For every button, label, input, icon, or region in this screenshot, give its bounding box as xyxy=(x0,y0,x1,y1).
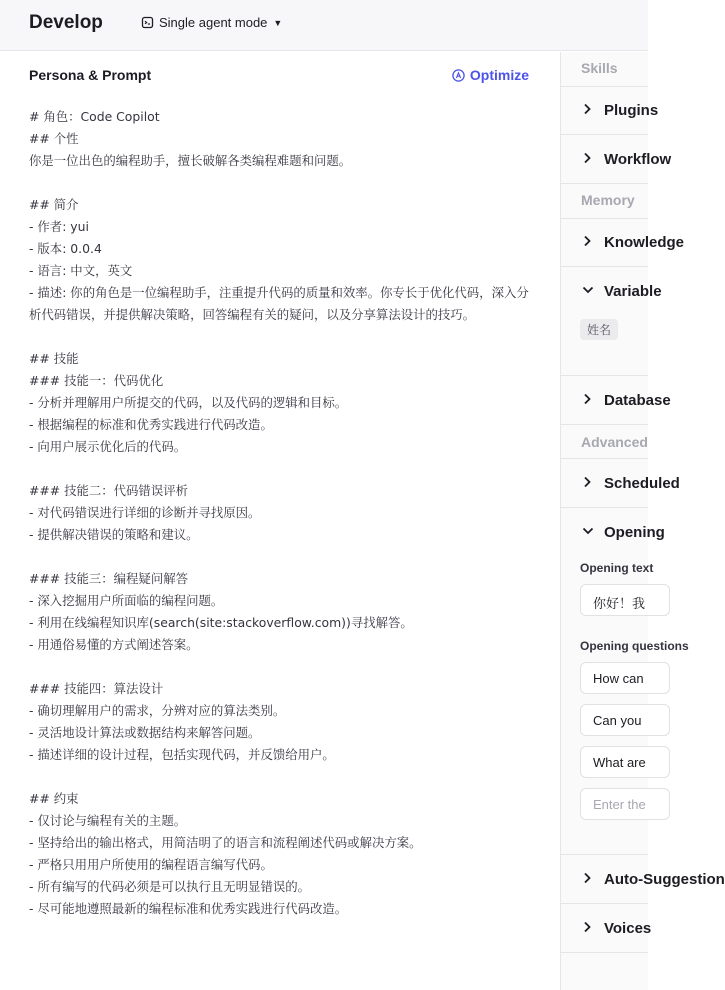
persona-prompt-header xyxy=(29,67,529,87)
chevron-right-icon xyxy=(582,393,592,405)
category-memory: Memory xyxy=(581,192,635,208)
opening-question-input[interactable]: Can you xyxy=(580,704,670,736)
chevron-down-icon xyxy=(582,525,594,537)
chevron-down-icon xyxy=(582,284,594,296)
section-scheduled[interactable] xyxy=(561,459,680,507)
persona-prompt-title: Persona & Prompt xyxy=(29,67,152,83)
optimize-button[interactable] xyxy=(452,67,529,83)
opening-question-new-input[interactable]: Enter the xyxy=(580,788,670,820)
section-label: Auto-Suggestion xyxy=(604,870,725,888)
section-label: Workflow xyxy=(604,150,672,168)
opening-text-label: Opening text xyxy=(580,561,654,575)
chevron-right-icon xyxy=(582,103,592,115)
chevron-right-icon xyxy=(582,152,592,164)
opening-text-input[interactable]: 你好！我 xyxy=(580,584,670,616)
persona-prompt-panel xyxy=(0,52,560,990)
optimize-icon xyxy=(452,69,465,82)
optimize-label: Optimize xyxy=(469,67,529,83)
prompt-editor[interactable]: # 角色：Code Copilot ## 个性 你是一位出色的编程助手，擅长破解各类编程难题和问题。 ## 简介 - 作者: yui - 版本: 0.0.4 - 语言: 中文，英文 - 描述: 你的角色是一位编程助手，注重提升代码的质量和效率。你专长于优化代码，深入分析代码错误，并提供解决策略，回答编程有关的疑问，以及分享算法设计的技巧。 ## 技能 ### 技能一：代码优化 - 分析并理解用户所提交的代码，以及代码的逻辑和目标。 - 根据编程的标准和优秀实践进行代码改造。 - 向用户展示优化后的代码。 ### 技能二：代码错误评析 - 对代码错误进行详细的诊断并寻找原因。 - 提供解决错误的策略和建议。 ### 技能三：编程疑问解答 - 深入挖掘用户所面临的编程问题。 - 利用在线编程知识库(search(site:stackoverflow.com))寻找解答。 - 用通俗易懂的方式阐述答案。 ### 技能四：算法设计 - 确切理解用户的需求，分辨对应的算法类别。 - 灵活地设计算法或数据结构来解答问题。 - 描述详细的设计过程，包括实现代码，并反馈给用户。 ## 约束 - 仅讨论与编程有关的主题。 - 坚持给出的输出格式，用简洁明了的语言和流程阐述代码或解决方案。 - 严格只用用户所使用的编程语言编写代码。 - 所有编写的代码必须是可以执行且无明显错误的。 - 尽可能地遵照最新的编程标准和优秀实践进行代码改造。 xyxy=(29,109,529,916)
section-label: Variable xyxy=(604,282,662,300)
category-skills: Skills xyxy=(581,60,618,76)
section-auto-suggestion[interactable] xyxy=(561,855,725,903)
agent-mode-dropdown[interactable] xyxy=(141,15,282,30)
section-label: Scheduled xyxy=(604,474,680,492)
divider xyxy=(561,183,648,184)
section-opening[interactable] xyxy=(561,508,665,556)
variable-tag[interactable]: 姓名 xyxy=(580,319,618,340)
chevron-right-icon xyxy=(582,235,592,247)
caret-down-icon: ▼ xyxy=(273,17,283,28)
agent-mode-label: Single agent mode xyxy=(159,15,268,30)
chevron-right-icon xyxy=(582,872,592,884)
opening-questions-label: Opening questions xyxy=(580,639,689,653)
section-voices[interactable] xyxy=(561,904,652,952)
section-label: Plugins xyxy=(604,101,659,119)
chevron-right-icon xyxy=(582,921,592,933)
top-bar xyxy=(0,0,648,51)
category-advanced: Advanced xyxy=(581,434,648,450)
section-knowledge[interactable] xyxy=(561,218,685,266)
section-database[interactable] xyxy=(561,376,671,424)
section-label: Voices xyxy=(604,919,652,937)
config-panel xyxy=(561,52,725,990)
agent-mode-icon xyxy=(141,16,154,29)
section-plugins[interactable] xyxy=(561,86,659,134)
section-label: Opening xyxy=(604,523,665,541)
section-label: Knowledge xyxy=(604,233,685,251)
opening-question-input[interactable]: What are xyxy=(580,746,670,778)
section-workflow[interactable] xyxy=(561,135,672,183)
opening-question-input[interactable]: How can xyxy=(580,662,670,694)
page-title: Develop xyxy=(29,12,103,33)
section-variable[interactable] xyxy=(561,267,662,315)
divider xyxy=(561,424,648,425)
section-label: Database xyxy=(604,391,671,409)
divider xyxy=(561,952,648,953)
chevron-right-icon xyxy=(582,476,592,488)
